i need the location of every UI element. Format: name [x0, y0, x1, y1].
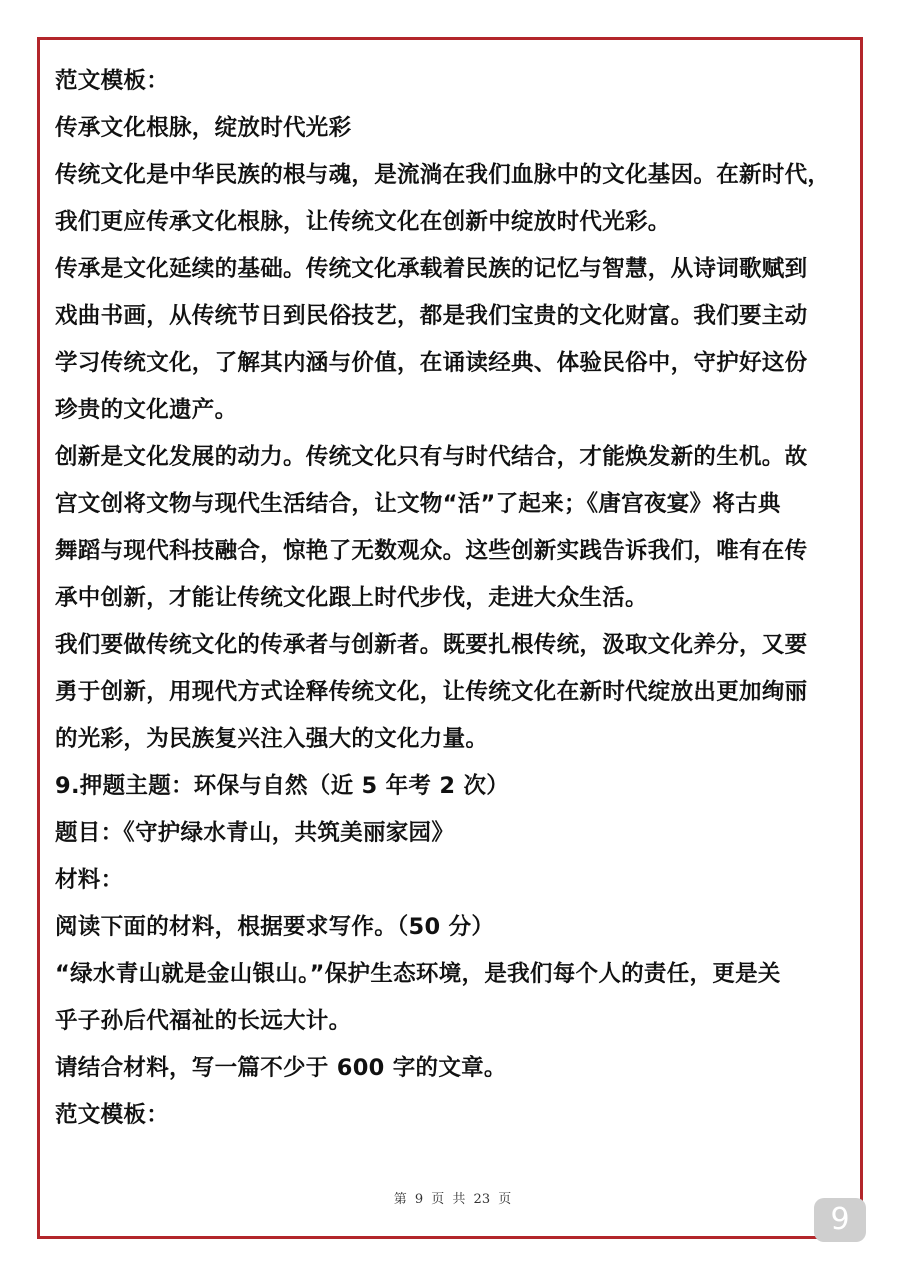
essay-title: 传承文化根脉，绽放时代光彩: [55, 115, 352, 141]
topic-heading: 9.押题主题：环保与自然（近 5 年考 2 次）: [55, 773, 510, 799]
requirement-line: 请结合材料，写一篇不少于 600 字的文章。: [55, 1055, 507, 1081]
material-line: “绿水青山就是金山银山。”保护生态环境，是我们每个人的责任，更是关: [55, 961, 781, 987]
paragraph-line: 的光彩，为民族复兴注入强大的文化力量。: [55, 726, 489, 752]
instruction-line: 阅读下面的材料，根据要求写作。（50 分）: [55, 914, 495, 940]
page-number-badge: 9: [814, 1198, 866, 1242]
prompt-title: 题目：《守护绿水青山，共筑美丽家园》: [55, 820, 455, 846]
paragraph-line: 宫文创将文物与现代生活结合，让文物“活”了起来；《唐宫夜宴》将古典: [55, 491, 781, 517]
paragraph-line: 戏曲书画，从传统节日到民俗技艺，都是我们宝贵的文化财富。我们要主动: [55, 303, 808, 329]
paragraph-line: 珍贵的文化遗产。: [55, 397, 238, 423]
material-label: 材料：: [55, 867, 124, 893]
paragraph-line: 学习传统文化，了解其内涵与价值，在诵读经典、体验民俗中，守护好这份: [55, 350, 808, 376]
paragraph-line: 舞蹈与现代科技融合，惊艳了无数观众。这些创新实践告诉我们，唯有在传: [55, 538, 808, 564]
paragraph-line: 创新是文化发展的动力。传统文化只有与时代结合，才能焕发新的生机。故: [55, 444, 808, 470]
paragraph-line: 传承是文化延续的基础。传统文化承载着民族的记忆与智慧，从诗词歌赋到: [55, 256, 808, 282]
paragraph-line: 承中创新，才能让传统文化跟上时代步伐，走进大众生活。: [55, 585, 648, 611]
page-footer: 第 9 页 共 23 页: [393, 1192, 512, 1207]
paragraph-line: 我们更应传承文化根脉，让传统文化在创新中绽放时代光彩。: [55, 209, 671, 235]
document-body: [55, 58, 855, 1139]
section-heading: 范文模板：: [55, 68, 170, 94]
paragraph-line: 传统文化是中华民族的根与魂，是流淌在我们血脉中的文化基因。在新时代，: [55, 162, 831, 188]
material-line: 乎子孙后代福祉的长远大计。: [55, 1008, 352, 1034]
paragraph-line: 勇于创新，用现代方式诠释传统文化，让传统文化在新时代绽放出更加绚丽: [55, 679, 808, 705]
paragraph-line: 我们要做传统文化的传承者与创新者。既要扎根传统，汲取文化养分，又要: [55, 632, 808, 658]
section-heading: 范文模板：: [55, 1102, 170, 1128]
